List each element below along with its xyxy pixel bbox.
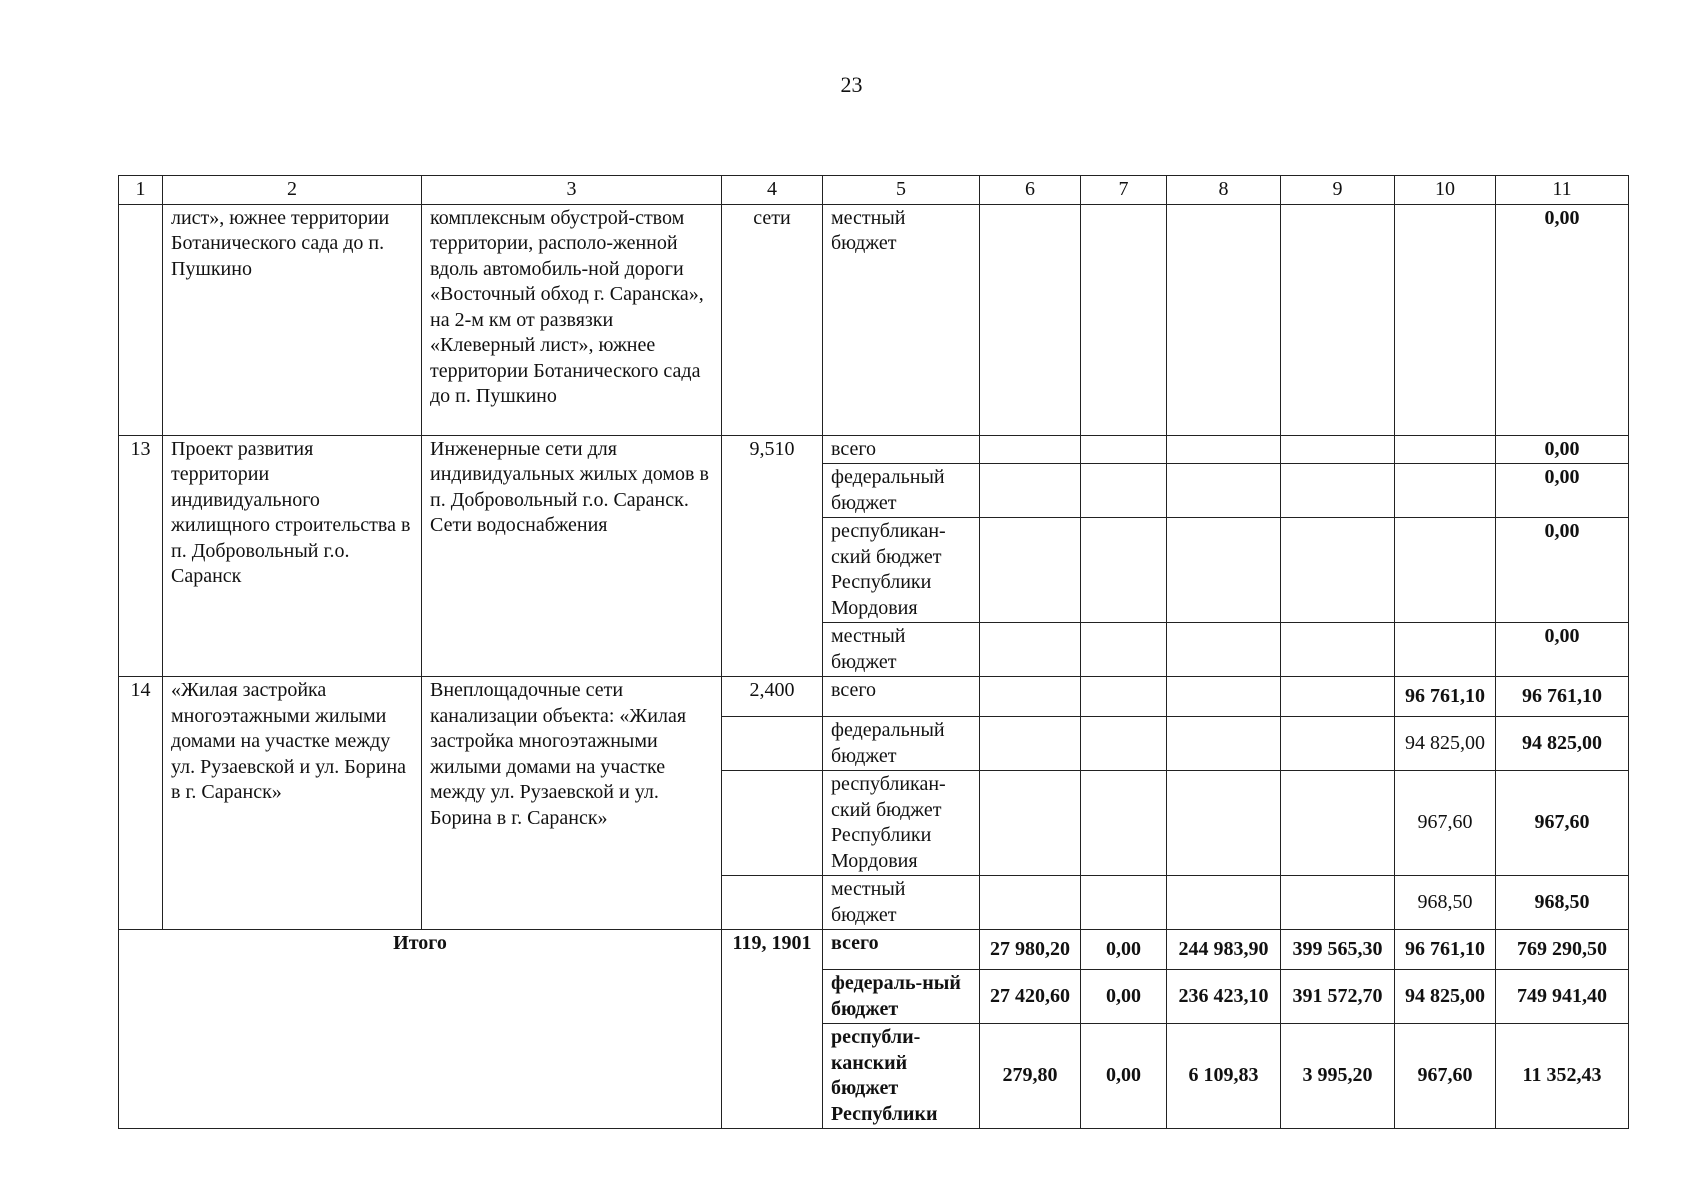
cont-object-cell: комплексным обустрой-ством территории, располо-женной вдоль автомобиль-ной дороги «Восточный обход г. Саранска», на 2-м км от развязки «Клеверный лист», южнее территории Ботанического сада до п. Пушкино: [422, 204, 722, 435]
table-row-13: [119, 435, 1629, 464]
total-col7: 0,00: [1081, 930, 1167, 970]
total-col6: 27 980,20: [980, 930, 1081, 970]
row14-source-label: всего: [823, 677, 980, 717]
total-col7: 0,00: [1081, 1024, 1167, 1129]
row14-name: «Жилая застройка многоэтажными жилыми домами на участке между ул. Рузаевской и ул. Борина в г. Саранск»: [163, 677, 422, 930]
row14-col10-value: 96 761,10: [1395, 677, 1496, 717]
row14-capacity: 2,400: [722, 677, 823, 717]
cont-source-cell: местный бюджет: [823, 204, 980, 435]
total-col8: 6 109,83: [1167, 1024, 1281, 1129]
total-col6: 27 420,60: [980, 970, 1081, 1024]
total-col7: 0,00: [1081, 970, 1167, 1024]
total-col11: 749 941,40: [1496, 970, 1629, 1024]
row14-col11-value: 94 825,00: [1496, 717, 1629, 771]
row13-object: Инженерные сети для индивидуальных жилых домов в п. Добровольный г.о. Саранск. Сети водоснабжения: [422, 435, 722, 677]
header-row: [119, 176, 1629, 205]
row13-num: 13: [119, 435, 163, 677]
total-source-label: всего: [823, 930, 980, 970]
row13-source-label: федеральный бюджет: [823, 464, 980, 518]
total-col9: 391 572,70: [1281, 970, 1395, 1024]
total-col10: 94 825,00: [1395, 970, 1496, 1024]
header-col-7: 7: [1081, 176, 1167, 205]
total-col8: 244 983,90: [1167, 930, 1281, 970]
row13-source-label: республикан-ский бюджет Республики Мордовия: [823, 518, 980, 623]
total-col9: 399 565,30: [1281, 930, 1395, 970]
total-col11: 11 352,43: [1496, 1024, 1629, 1129]
row13-value: 0,00: [1496, 623, 1629, 677]
row14-col11-value: 967,60: [1496, 771, 1629, 876]
header-col-3: 3: [422, 176, 722, 205]
total-capacity: 119, 1901: [722, 930, 823, 1129]
total-label: Итого: [119, 930, 722, 1129]
total-col9: 3 995,20: [1281, 1024, 1395, 1129]
row14-num: 14: [119, 677, 163, 930]
header-col-2: 2: [163, 176, 422, 205]
row14-col10-value: 94 825,00: [1395, 717, 1496, 771]
total-col11: 769 290,50: [1496, 930, 1629, 970]
total-col10: 96 761,10: [1395, 930, 1496, 970]
table-row-continuation: [119, 204, 1629, 435]
financing-table: [118, 175, 1629, 1129]
row14-source-label: местный бюджет: [823, 876, 980, 930]
cont-total-cell: 0,00: [1496, 204, 1629, 435]
total-source-label: республи-канский бюджет Республики: [823, 1024, 980, 1129]
cont-capacity-cell: сети: [722, 204, 823, 435]
row14-col11-value: 968,50: [1496, 876, 1629, 930]
row13-name: Проект развития территории индивидуального жилищного строительства в п. Добровольный г.о. Саранск: [163, 435, 422, 677]
header-col-1: 1: [119, 176, 163, 205]
header-col-8: 8: [1167, 176, 1281, 205]
cont-num-cell: [119, 204, 163, 435]
row14-object: Внеплощадочные сети канализации объекта: «Жилая застройка многоэтажными жилыми домами на участке между ул. Рузаевской и ул. Борина в г. Саранск»: [422, 677, 722, 930]
row14-col11-value: 96 761,10: [1496, 677, 1629, 717]
row13-value: 0,00: [1496, 435, 1629, 464]
row13-value: 0,00: [1496, 464, 1629, 518]
row14-source-label: республикан-ский бюджет Республики Мордовия: [823, 771, 980, 876]
page-number: 23: [840, 72, 863, 97]
row13-source-label: всего: [823, 435, 980, 464]
row14-col10-value: 968,50: [1395, 876, 1496, 930]
row13-source-label: местный бюджет: [823, 623, 980, 677]
header-col-10: 10: [1395, 176, 1496, 205]
total-col10: 967,60: [1395, 1024, 1496, 1129]
header-col-9: 9: [1281, 176, 1395, 205]
total-row: [119, 930, 1629, 970]
header-col-5: 5: [823, 176, 980, 205]
header-col-11: 11: [1496, 176, 1629, 205]
row13-value: 0,00: [1496, 518, 1629, 623]
table-row-14: [119, 677, 1629, 717]
total-col6: 279,80: [980, 1024, 1081, 1129]
total-source-label: федераль-ный бюджет: [823, 970, 980, 1024]
header-col-6: 6: [980, 176, 1081, 205]
row13-capacity: 9,510: [722, 435, 823, 677]
total-col8: 236 423,10: [1167, 970, 1281, 1024]
row14-source-label: федеральный бюджет: [823, 717, 980, 771]
header-col-4: 4: [722, 176, 823, 205]
cont-name-cell: лист», южнее территории Ботанического сада до п. Пушкино: [163, 204, 422, 435]
row14-col10-value: 967,60: [1395, 771, 1496, 876]
